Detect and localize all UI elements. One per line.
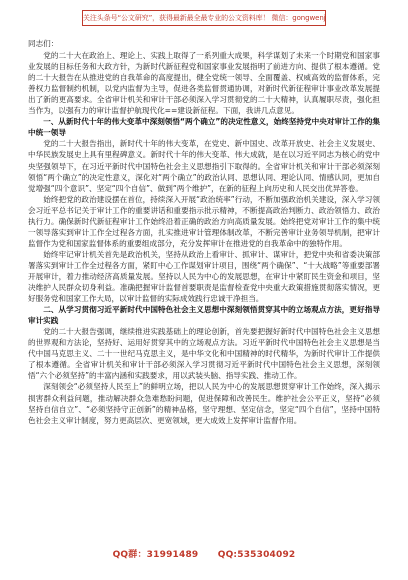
section-heading: 二、从学习贯彻习近平新时代中国特色社会主义思想中深刻领悟贯穿其中的立场观点方法，更好指导审计实践 xyxy=(28,305,380,326)
qq-group-label: QQ群：31991489 xyxy=(112,550,199,560)
body-paragraph: 党的二十大报告指出，新时代十年的伟大变革，在党史、新中国史、改革开放史、社会主义发展史、中华民族发展史上具有里程碑意义。新时代十年的伟大变革、伟大成就，是在以习近平同志为核心的党中央坚强领导下，在习近平新时代中国特色社会主义思想指引下取得的。全省审计机关和审计干部必须深刻领悟“两个确立”的决定性意义，深化对“两个确立”的政治认同、思想认同、理论认同、情感认同，更加自觉增强“四个意识”、坚定“四个自信”、做到“两个维护”，在新的征程上向历史和人民交出优异答卷。 xyxy=(28,139,380,193)
section-heading: 一、从新时代十年的伟大变革中深刻领悟“两个确立”的决定性意义，始终坚持党中央对审计工作的集中统一领导 xyxy=(28,117,380,138)
body-paragraph: 党的二十大报告强调，继续推进实践基础上的理论创新，首先要把握好新时代中国特色社会主义思想的世界观和方法论，坚持好、运用好贯穿其中的立场观点方法。习近平新时代中国特色社会主义思想是当代中国马克思主义、二十一世纪马克思主义，是中华文化和中国精神的时代精华，为新时代审计工作提供了根本遵循。全省审计机关和审计干部必须深入学习贯彻习近平新时代中国特色社会主义思想，深刻领悟“六个必须坚持”的丰富内涵和实践要求，用以武装头脑、指导实践、推动工作。 xyxy=(28,327,380,381)
contact-footer xyxy=(0,547,408,560)
body-paragraph: 深刻领会“必须坚持人民至上”的鲜明立场，把以人民为中心的发展思想贯穿审计工作始终，深入揭示损害群众利益问题，推动解决群众急难愁盼问题，促进保障和改善民生。维护社会公平正义，坚持“必须坚持自信自立”、“必须坚持守正创新”的精神品格，坚守理想、坚定信念，坚定“四个自信”，坚持中国特色社会主义审计制度，努力更高层次、更宽领域，更大成效上发挥审计监督作用。 xyxy=(28,382,380,425)
salutation: 同志们： xyxy=(28,39,59,48)
body-paragraph: 始终牢记审计机关首先是政治机关，坚持从政治上看审计、抓审计、谋审计，把党中央和省委决策部署落实到审计工作全过程各方面，紧盯中心工作谋划审计项目，围绕“两个确保”、“十大战略”等重要部署开展审计，着力推动经济高质量发展。坚持以人民为中心的发展思想，在审计中紧盯民生资金和项目，坚决维护人民群众切身利益。准确把握审计监督首要职责是监督检查党中央重大政策措施贯彻落实情况，更好服务党和国家工作大局，以审计监督的实际成效践行忠诚干净担当。 xyxy=(28,249,380,304)
document-body xyxy=(28,38,380,426)
promo-banner: 关注头条号“公文研究”，获得最新最全最专业的公文资料库！ 微信：gongwenj xyxy=(82,10,326,26)
body-paragraph: 党的二十大在政治上、理论上、实践上取得了一系列重大成果，科学谋划了未来一个时期党和国家事业发展的目标任务和大政方针，为新时代新征程党和国家事业发展指明了前进方向、提供了根本遵循。党的二十大报告在从推进党的自我革命的高度提出，健全党统一领导、全面覆盖、权威高效的监督体系，完善权力监督制约机制，以党内监督为主导，促进各类监督贯通协调，对新时代新征程审计事业改革发展提出了新的更高要求。全省审计机关和审计干部必须深入学习贯彻党的二十大精神，认真履职尽责，强化担当作为，以强有力的审计监督护航现代化==建设新征程。下面，我讲几点意见。 xyxy=(28,51,380,116)
body-paragraph: 始终把党的政治建设摆在首位，持续深入开展“政治统率”行动，不断加强政治机关建设，深入学习领会习近平总书记关于审计工作的重要讲话和重要指示批示精神，不断提高政治判断力、政治领悟力、政治执行力。确保新时代新征程审计工作始终沿着正确的政治方向高质量发展。始终把党对审计工作的集中统一领导落实到审计工作全过程各方面，扎实推进审计管理体制改革，不断完善审计业务领导机制，把审计监督作为党和国家监督体系的重要组成部分，充分发挥审计在推进党的自我革命中的独特作用。 xyxy=(28,194,380,248)
paragraph-list xyxy=(28,50,380,426)
qq-contact-label: QQ:535304092 xyxy=(217,550,296,560)
